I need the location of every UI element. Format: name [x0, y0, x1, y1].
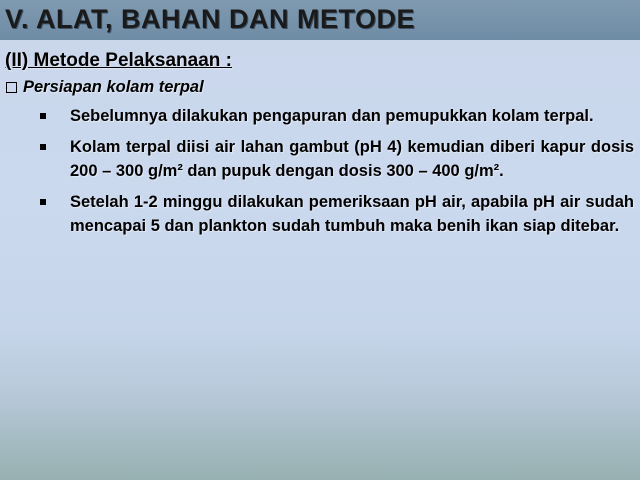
- list-item: [40, 190, 634, 239]
- title-bar: [0, 0, 640, 40]
- checkbox-icon: [6, 82, 17, 93]
- square-bullet-icon: [40, 113, 46, 119]
- list-item: [40, 135, 634, 184]
- square-bullet-icon: [40, 144, 46, 150]
- slide-title: V. ALAT, BAHAN DAN METODE: [5, 4, 416, 34]
- subheading: [6, 78, 204, 97]
- section-heading: [5, 50, 232, 72]
- section-heading-text: (II) Metode Pelaksanaan :: [5, 50, 233, 71]
- bullet-text: Setelah 1-2 minggu dilakukan pemeriksaan pH air, apabila pH air sudah mencapai 5 dan plankton sudah tumbuh maka benih ikan siap ditebar.: [70, 192, 634, 235]
- subheading-text: Persiapan kolam terpal: [23, 78, 204, 96]
- bullet-text: Sebelumnya dilakukan pengapuran dan pemupukkan kolam terpal.: [70, 107, 594, 125]
- bullet-text: Kolam terpal diisi air lahan gambut (pH 4) kemudian diberi kapur dosis 200 – 300 g/m² dan pupuk dengan dosis 300 – 400 g/m².: [70, 137, 634, 180]
- bullet-list: [40, 104, 634, 245]
- square-bullet-icon: [40, 199, 46, 205]
- list-item: [40, 104, 634, 129]
